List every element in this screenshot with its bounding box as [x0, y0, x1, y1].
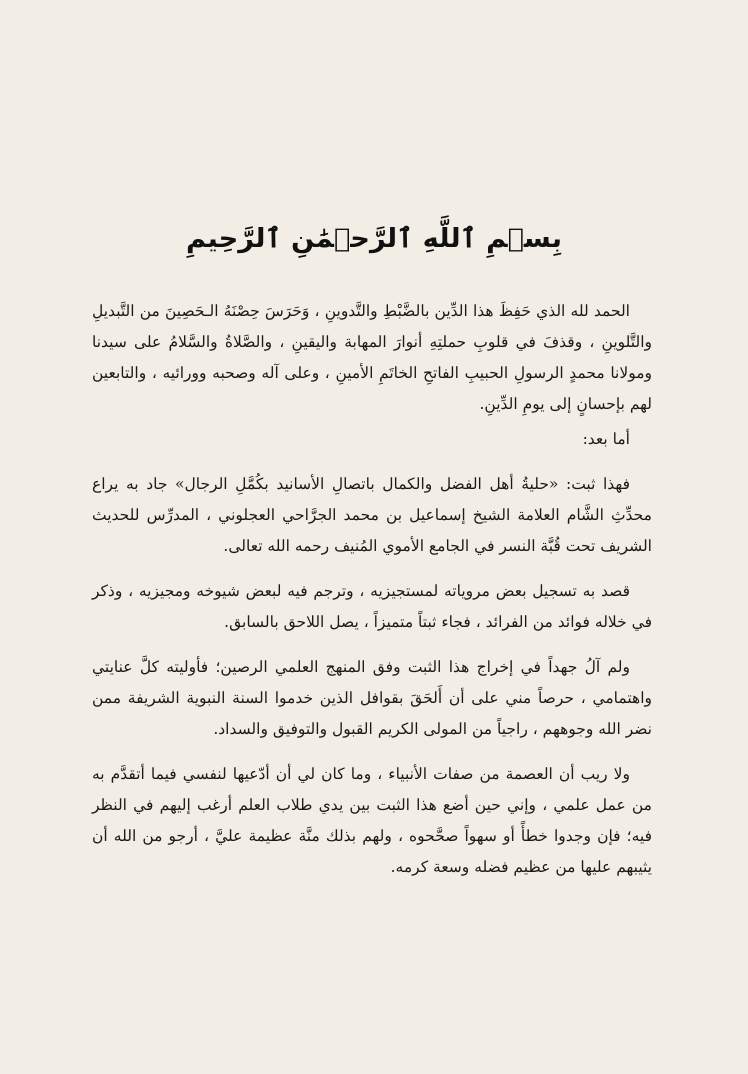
- paragraph-effort: ولم آلُ جهداً في إخراج هذا الثبت وفق المنهج العلمي الرصين؛ فأوليته كلَّ عنايتي واهتمامي ، حرصاً مني على أن أَلحَقَ بقوافل الذين خدموا السنة النبوية الشريفة ممن نضر الله وجوههم ، راجياً من المولى الكريم القبول والتوفيق والسداد.: [92, 658, 652, 738]
- document-body: [92, 296, 652, 883]
- basmala-text: بِسۡمِ ٱللَّهِ ٱلرَّحۡمَٰنِ ٱلرَّحِيمِ: [186, 224, 562, 254]
- paragraph-amma-bad: أما بعد:: [582, 430, 630, 448]
- basmala-calligraphy: [0, 226, 748, 252]
- paragraph-infallibility: ولا ريب أن العصمة من صفات الأنبياء ، وما كان لي أن أدّعيها لنفسي فيما أتقدَّم به من عمل علمي ، وإني حين أضع هذا الثبت بين يدي طلاب العلم أرغب إليهم في النظر فيه؛ فإن وجدوا خطأً أو سهواً صحَّحوه ، ولهم بذلك منَّة عظيمة عليَّ ، أرجو من الله أن يثيبهم عليها من عظيم فضله وسعة كرمه.: [92, 765, 652, 876]
- paragraph-praise: الحمد لله الذي حَفِظَ هذا الدِّين بالضَّبْطِ والتَّدوينِ ، وَحَرَسَ حِصْنَهُ الـحَصِينَ من التَّبديلِ والتَّلوينِ ، وقذفَ في قلوبِ حملتِهِ أنوارَ المهابة واليقينِ ، والصَّلاةُ والسَّلامُ على سيدنا ومولانا محمدٍ الرسولِ الحبيبِ الفاتحِ الخاتَمِ الأمينِ ، وعلى آله وصحبه وورائيه ، والتابعين لهم بإحسانٍ إلى يومِ الدِّينِ.: [92, 302, 652, 413]
- paragraph-thabat-intro: فهذا ثبت: «حليةُ أهل الفضل والكمال باتصالِ الأسانيد بكُمَّلِ الرجال» جاد به يراع محدِّثِ الشَّام العلامة الشيخ إسماعيل بن محمد الجرَّاحي العجلوني ، المدرِّس للحديث الشريف تحت قُبَّة النسر في الجامع الأموي المُنيف رحمه الله تعالى.: [92, 475, 652, 555]
- paragraph-purpose: قصد به تسجيل بعض مروياته لمستجيزيه ، وترجم فيه لبعض شيوخه ومجيزيه ، وذكر في خلاله فوائد من الفرائد ، فجاء ثبتاً متميزاً ، يصل اللاحق بالسابق.: [92, 582, 652, 631]
